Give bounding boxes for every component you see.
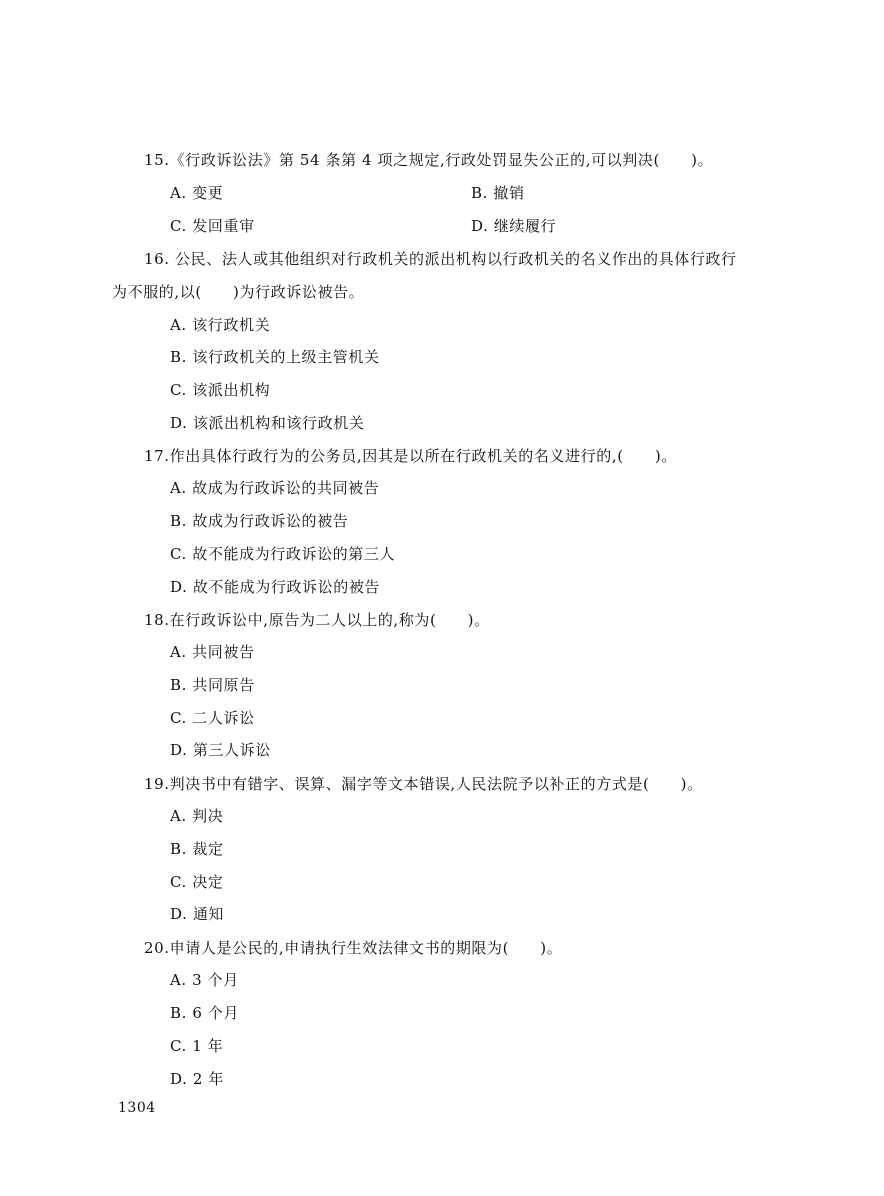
question-18-option-a: A. 共同被告 bbox=[170, 643, 255, 661]
question-16-option-b: B. 该行政机关的上级主管机关 bbox=[170, 348, 380, 366]
question-18-stem: 18.在行政诉讼中,原告为二人以上的,称为( )。 bbox=[144, 611, 490, 629]
question-19-option-a: A. 判决 bbox=[170, 807, 224, 825]
question-15-option-c: C. 发回重审 bbox=[170, 217, 255, 235]
question-16-option-c: C. 该派出机构 bbox=[170, 381, 271, 399]
question-15-option-d: D. 继续履行 bbox=[471, 217, 557, 235]
question-18-option-b: B. 共同原告 bbox=[170, 676, 255, 694]
question-20-option-d: D. 2 年 bbox=[170, 1070, 224, 1088]
question-17-option-c: C. 故不能成为行政诉讼的第三人 bbox=[170, 545, 396, 563]
question-15-stem: 15.《行政诉讼法》第 54 条第 4 项之规定,行政处罚显失公正的,可以判决( )。 bbox=[144, 151, 714, 169]
question-17-option-b: B. 故成为行政诉讼的被告 bbox=[170, 512, 349, 530]
question-19-stem: 19.判决书中有错字、误算、漏字等文本错误,人民法院予以补正的方式是( )。 bbox=[144, 775, 703, 793]
question-16-option-a: A. 该行政机关 bbox=[170, 316, 271, 334]
question-16-option-d: D. 该派出机构和该行政机关 bbox=[170, 414, 365, 432]
question-16-stem-line1: 16. 公民、法人或其他组织对行政机关的派出机构以行政机关的名义作出的具体行政行 bbox=[144, 250, 737, 268]
question-20-option-a: A. 3 个月 bbox=[170, 971, 239, 989]
question-17-option-a: A. 故成为行政诉讼的共同被告 bbox=[170, 479, 380, 497]
question-19-option-b: B. 裁定 bbox=[170, 840, 224, 858]
question-18-option-d: D. 第三人诉讼 bbox=[170, 741, 271, 759]
question-18-option-c: C. 二人诉讼 bbox=[170, 709, 255, 727]
question-17-stem: 17.作出具体行政行为的公务员,因其是以所在行政机关的名义进行的,( )。 bbox=[144, 447, 677, 465]
question-19-option-c: C. 决定 bbox=[170, 873, 224, 891]
question-17-option-d: D. 故不能成为行政诉讼的被告 bbox=[170, 578, 381, 596]
question-15-option-a: A. 变更 bbox=[170, 184, 224, 202]
question-20-option-c: C. 1 年 bbox=[170, 1037, 224, 1055]
page-number: 1304 bbox=[118, 1100, 156, 1116]
question-20-stem: 20.申请人是公民的,申请执行生效法律文书的期限为( )。 bbox=[144, 939, 563, 957]
question-16-stem-line2: 为不服的,以( )为行政诉讼被告。 bbox=[112, 283, 365, 301]
question-20-option-b: B. 6 个月 bbox=[170, 1004, 240, 1022]
question-19-option-d: D. 通知 bbox=[170, 905, 225, 923]
question-15-option-b: B. 撤销 bbox=[471, 184, 525, 202]
